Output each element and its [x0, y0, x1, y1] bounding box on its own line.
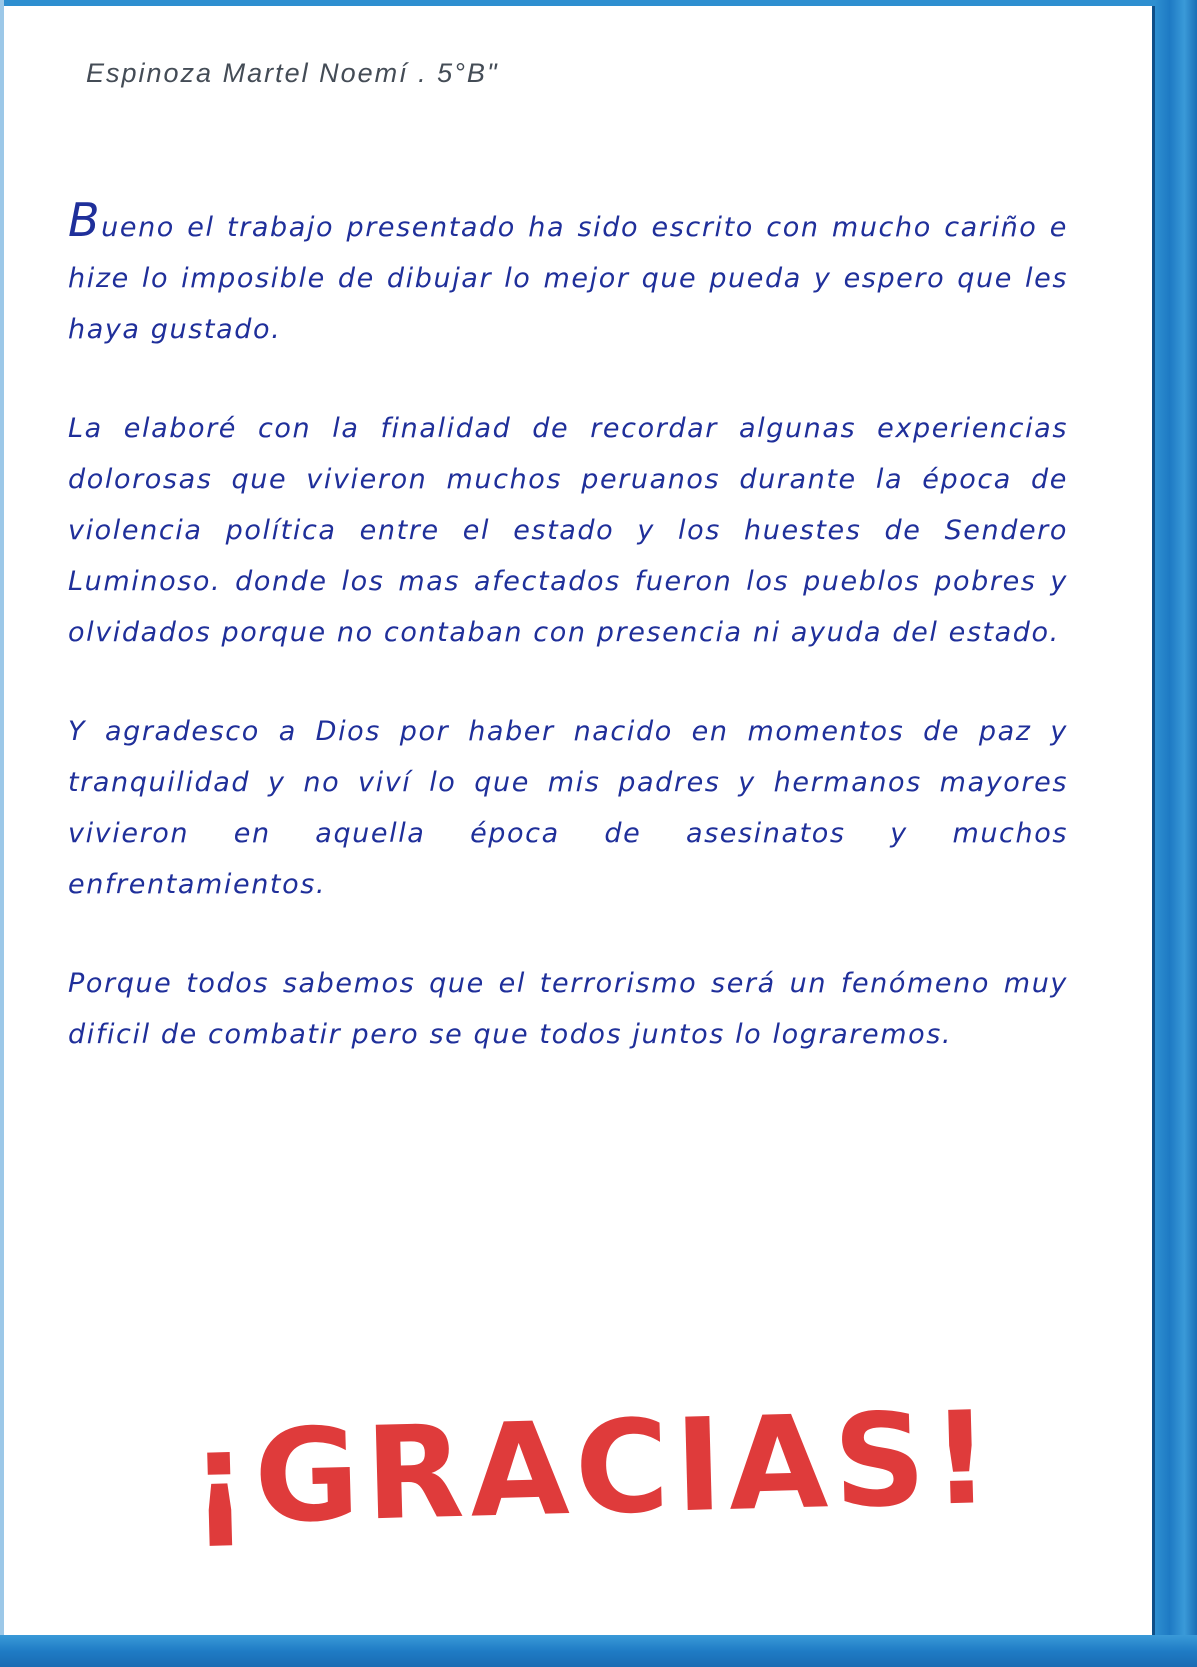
paragraph-gratitude: Y agradesco a Dios por haber nacido en momentos de paz y tranquilidad y no viví lo que mis padres y hermanos mayores vivieron en aquella época de asesinatos y muchos enfrentamientos. [68, 716, 1068, 900]
frame-shadow [1152, 6, 1155, 1635]
frame-bottom-border [0, 1635, 1197, 1667]
frame-right-border [1155, 0, 1197, 1667]
closing-thanks: ¡GRACIAS! [188, 1383, 998, 1554]
paragraph-conclusion: Porque todos sabemos que el terrorismo será un fenómeno muy dificil de combatir pero se que todos juntos lo lograremos. [68, 968, 1068, 1050]
letter-body [68, 195, 1068, 1108]
author-line: Espinoza Martel Noemí . 5°B" [86, 58, 499, 88]
frame-left-border [0, 0, 4, 1667]
frame-top-border [0, 0, 1197, 6]
paragraph-purpose: La elaboré con la finalidad de recordar algunas experiencias dolorosas que vivieron muchos peruanos durante la época de violencia política entre el estado y los huestes de Sendero Luminoso. donde los mas afectados fueron los pueblos pobres y olvidados porque no contaban con presencia ni ayuda del estado. [68, 413, 1068, 648]
paragraph-intro: Bueno el trabajo presentado ha sido escrito con mucho cariño e hize lo imposible de dibujar lo mejor que pueda y espero que les haya gustado. [68, 193, 1068, 345]
